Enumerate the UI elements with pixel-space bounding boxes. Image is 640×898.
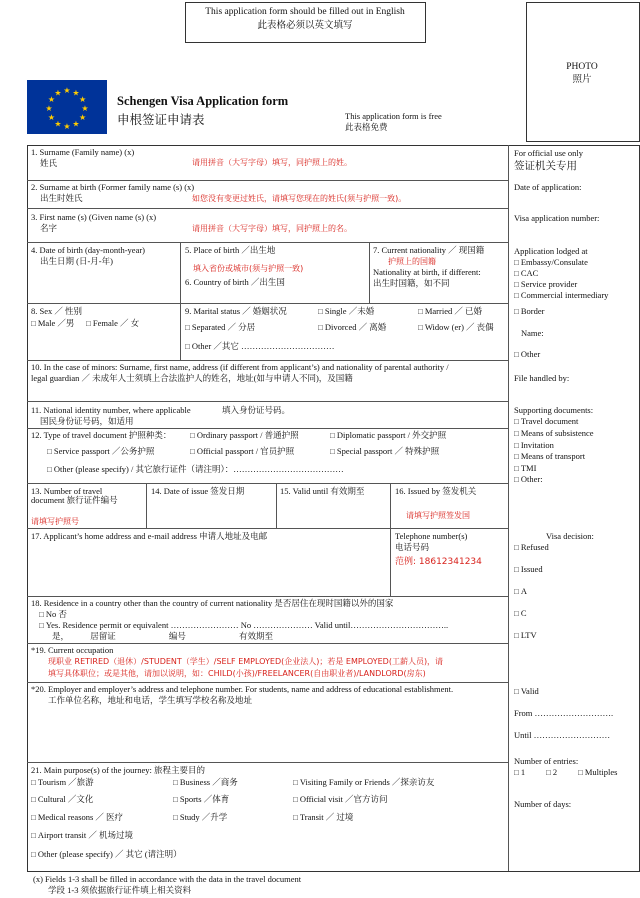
entries-2-checkbox[interactable]: □ 2: [546, 767, 557, 778]
lodged-other-checkbox[interactable]: □ Other: [514, 349, 540, 360]
decision-refused-checkbox[interactable]: □ Refused: [514, 542, 549, 553]
field-12-label: 12. Type of travel document 护照种类：: [31, 430, 172, 440]
sidebar-supporting: Supporting documents:: [514, 405, 594, 415]
field-4-label: 4. Date of birth (day-month-year): [31, 245, 145, 255]
surname-field[interactable]: [28, 168, 507, 179]
valid-checkbox[interactable]: □ Valid: [514, 686, 539, 697]
decision-a-checkbox[interactable]: □ A: [514, 586, 527, 597]
field-1-label: 1. Surname (Family name) (x): [31, 147, 135, 157]
purpose-airport-checkbox[interactable]: □ Airport transit ／ 机场过境: [31, 830, 133, 841]
footer-note-cn: 学段 1-3 须依据旅行证件填上相关资料: [48, 885, 192, 895]
field-11-label-cn-a: 填入身份证号码。: [222, 405, 291, 415]
svg-text:★: ★: [47, 95, 55, 104]
form-title: Schengen Visa Application form: [117, 94, 289, 108]
lodged-embassy-checkbox[interactable]: □ Embassy/Consulate: [514, 257, 588, 268]
field-4-label-cn: 出生日期 (日-月-年): [40, 256, 113, 266]
footer-note: (x) Fields 1-3 shall be filled in accordance with the data in the travel document: [33, 874, 302, 884]
sidebar-title-cn: 签证机关专用: [514, 161, 577, 172]
field-10-line1: 10. In the case of minors: Surname, first name, address (if different from applicant’s) and nationality of parental authority /: [31, 362, 449, 372]
lodged-cac-checkbox[interactable]: □ CAC: [514, 268, 538, 279]
form-title-cn: 申根签证申请表: [117, 113, 205, 127]
sidebar-from: From ……………………….: [514, 708, 614, 718]
svg-text:★: ★: [45, 104, 53, 113]
decision-issued-checkbox[interactable]: □ Issued: [514, 564, 543, 575]
support-tmi-checkbox[interactable]: □ TMI: [514, 463, 536, 474]
sidebar-name: Name:: [521, 328, 544, 338]
svg-text:★: ★: [72, 88, 80, 98]
svg-text:★: ★: [72, 119, 80, 129]
field-13-label2: document 旅行证件编号: [31, 495, 118, 505]
purpose-cultural-checkbox[interactable]: □ Cultural ／文化: [31, 794, 93, 805]
purpose-tourism-checkbox[interactable]: □ Tourism ／旅游: [31, 777, 94, 788]
support-invitation-checkbox[interactable]: □ Invitation: [514, 440, 554, 451]
field-19-hint-a: 现职业 RETIRED（退休）/STUDENT（学生）/SELF EMPLOYED(企业法人)；若是 EMPLOYED(工薪人员)，请: [48, 657, 444, 666]
support-subsistence-checkbox[interactable]: □ Means of subsistence: [514, 428, 594, 439]
english-note-cn: 此表格必须以英文填写: [257, 21, 353, 31]
field-10-line2: legal guardian ／ 未成年人士须填上合法监护人的姓名，地址(如与申请人不同)，及国籍: [31, 373, 353, 383]
sidebar-lodged: Application lodged at: [514, 246, 588, 256]
field-11-label: 11. National identity number, where applicable: [31, 405, 191, 415]
field-21-label: 21. Main purpose(s) of the journey: 旅程主要目的: [31, 765, 205, 775]
field-3-label-cn: 名字: [40, 223, 58, 233]
svg-text:★: ★: [81, 104, 89, 113]
purpose-study-checkbox[interactable]: □ Study ／升学: [173, 812, 227, 823]
field-5-label: 5. Place of birth ／出生地: [185, 245, 276, 255]
marital-married-checkbox[interactable]: □ Married ／ 已婚: [418, 306, 482, 317]
sidebar-title: For official use only: [514, 148, 584, 158]
entries-multiple-checkbox[interactable]: □ Multiples: [578, 767, 617, 778]
doc-official-checkbox[interactable]: □ Official passport / 官员护照: [190, 446, 294, 457]
field-17-phone-cn: 电话号码: [395, 542, 430, 552]
support-other-checkbox[interactable]: □ Other:: [514, 474, 543, 485]
residence-yes-checkbox[interactable]: □ Yes. Residence permit or equivalent …………………… No ………………… Valid until……………………………..: [39, 620, 448, 631]
sidebar-until: Until ………………………: [514, 730, 611, 740]
lodged-service-checkbox[interactable]: □ Service provider: [514, 279, 577, 290]
field-7-label2: Nationality at birth, if different:: [373, 267, 481, 277]
purpose-transit-checkbox[interactable]: □ Transit ／ 过境: [293, 812, 353, 823]
free-note: This application form is free: [345, 111, 442, 121]
purpose-medical-checkbox[interactable]: □ Medical reasons ／ 医疗: [31, 812, 123, 823]
purpose-other-checkbox[interactable]: □ Other (please specify) ／ 其它 (请注明）: [31, 849, 182, 860]
field-1-hint: 请用拼音（大写字母）填写，同护照上的姓。: [192, 158, 352, 167]
sidebar-decision: Visa decision:: [546, 531, 594, 541]
svg-text:★: ★: [63, 86, 71, 95]
field-1-label-cn: 姓氏: [40, 158, 58, 168]
svg-text:★: ★: [47, 113, 55, 122]
field-17-phone: Telephone number(s): [395, 531, 468, 541]
field-2-label: 2. Surname at birth (Former family name (s) (x): [31, 182, 195, 192]
sidebar-handled: File handled by:: [514, 373, 570, 383]
field-9-label: 9. Marital status ／ 婚姻状况: [185, 306, 287, 316]
field-3-label: 3. First name (s) (Given name (s) (x): [31, 212, 157, 222]
field-11-label-cn-b: 国民身份证号码，如适用: [40, 416, 134, 426]
field-18-label: 18. Residence in a country other than the country of current nationality 是否居住在现时国籍以外的国家: [31, 598, 394, 608]
sidebar-divider: [508, 145, 509, 871]
field-7-hint: 护照上的国籍: [388, 257, 436, 266]
photo-label: PHOTO: [566, 62, 598, 72]
eu-flag-icon: [27, 80, 107, 134]
field-15-label: 15. Valid until 有效期至: [280, 486, 365, 496]
field-18-cn: 是， 居留证 编号 有效期至: [52, 631, 274, 641]
marital-other-checkbox[interactable]: □ Other ／其它 ……………………………: [185, 341, 334, 352]
sex-male-checkbox[interactable]: □ Male ／男: [31, 318, 74, 329]
sex-female-checkbox[interactable]: □ Female ／ 女: [86, 318, 139, 329]
sidebar-date-app: Date of application:: [514, 182, 582, 192]
field-14-label: 14. Date of issue 签发日期: [151, 486, 245, 496]
field-19-label: *19. Current occupation: [31, 645, 114, 655]
svg-text:★: ★: [79, 113, 87, 122]
field-20-label: *20. Employer and employer’s address and telephone number. For students, name and address of educational establishment.: [31, 684, 454, 694]
english-note: This application form should be filled out in English: [205, 7, 405, 17]
field-20-label-cn: 工作单位名称，地址和电话，学生填写学校名称及地址: [48, 695, 253, 705]
field-16-hint: 请填写护照签发国: [406, 511, 470, 520]
field-6-label: 6. Country of birth ／出生国: [185, 277, 285, 287]
free-note-cn: 此表格免费: [345, 122, 388, 132]
field-17-label: 17. Applicant’s home address and e-mail address 申请人地址及电邮: [31, 531, 268, 541]
field-8-label: 8. Sex ／ 性别: [31, 306, 83, 316]
field-16-label: 16. Issued by 签发机关: [395, 486, 477, 496]
lodged-commercial-checkbox[interactable]: □ Commercial intermediary: [514, 290, 608, 301]
field-7-label: 7. Current nationality ／ 现国籍: [373, 245, 485, 255]
purpose-business-checkbox[interactable]: □ Business ／商务: [173, 777, 238, 788]
support-transport-checkbox[interactable]: □ Means of transport: [514, 451, 585, 462]
field-13-label: 13. Number of travel: [31, 486, 103, 496]
decision-c-checkbox[interactable]: □ C: [514, 608, 527, 619]
entries-1-checkbox[interactable]: □ 1: [514, 767, 525, 778]
field-19-hint-b: 填写具体职位；或是其他，请加以说明，如：CHILD(小孩)/FREELANCER(自由职业者)/LANDLORD(房东): [48, 669, 426, 678]
field-17-hint: 范例: 18612341234: [395, 557, 482, 567]
field-7-label2-cn: 出生时国籍，如不同: [373, 278, 450, 288]
support-travel-doc-checkbox[interactable]: □ Travel document: [514, 416, 578, 427]
marital-separated-checkbox[interactable]: □ Separated ／ 分居: [185, 322, 255, 333]
purpose-family-checkbox[interactable]: □ Visiting Family or Friends ／探亲访友: [293, 777, 434, 788]
svg-text:★: ★: [63, 122, 71, 131]
purpose-sports-checkbox[interactable]: □ Sports ／体育: [173, 794, 229, 805]
doc-special-checkbox[interactable]: □ Special passport ／ 特殊护照: [330, 446, 439, 457]
svg-text:★: ★: [54, 119, 62, 129]
residence-no-checkbox[interactable]: □ No 否: [39, 609, 67, 620]
doc-diplomatic-checkbox[interactable]: □ Diplomatic passport / 外交护照: [330, 430, 446, 441]
svg-text:★: ★: [54, 88, 62, 98]
marital-divorced-checkbox[interactable]: □ Divorced ／ 离婚: [318, 322, 386, 333]
doc-service-checkbox[interactable]: □ Service passport ／公务护照: [47, 446, 154, 457]
field-2-label-cn: 出生时姓氏: [40, 193, 83, 203]
purpose-official-checkbox[interactable]: □ Official visit ／官方访问: [293, 794, 388, 805]
sidebar-days: Number of days:: [514, 799, 572, 809]
field-13-hint: 请填写护照号: [31, 517, 79, 526]
field-2-hint: 如您没有变更过姓氏，请填写您现在的姓氏(须与护照一致)。: [192, 194, 407, 203]
lodged-border-checkbox[interactable]: □ Border: [514, 306, 544, 317]
sidebar-visa-num: Visa application number:: [514, 213, 600, 223]
doc-ordinary-checkbox[interactable]: □ Ordinary passport / 普通护照: [190, 430, 299, 441]
svg-text:★: ★: [79, 95, 87, 104]
photo-label-cn: 照片: [572, 75, 592, 85]
decision-ltv-checkbox[interactable]: □ LTV: [514, 630, 537, 641]
field-3-hint: 请用拼音（大写字母）填写，同护照上的名。: [192, 224, 352, 233]
field-5-hint: 填入省份或城市(须与护照一致): [193, 264, 304, 273]
doc-other-checkbox[interactable]: □ Other (please specify) / 其它旅行证件（请注明）：…………………………………: [47, 464, 344, 475]
sidebar-entries: Number of entries:: [514, 756, 579, 766]
marital-single-checkbox[interactable]: □ Single ／未婚: [318, 306, 374, 317]
marital-widow-checkbox[interactable]: □ Widow (er) ／ 丧偶: [418, 322, 494, 333]
